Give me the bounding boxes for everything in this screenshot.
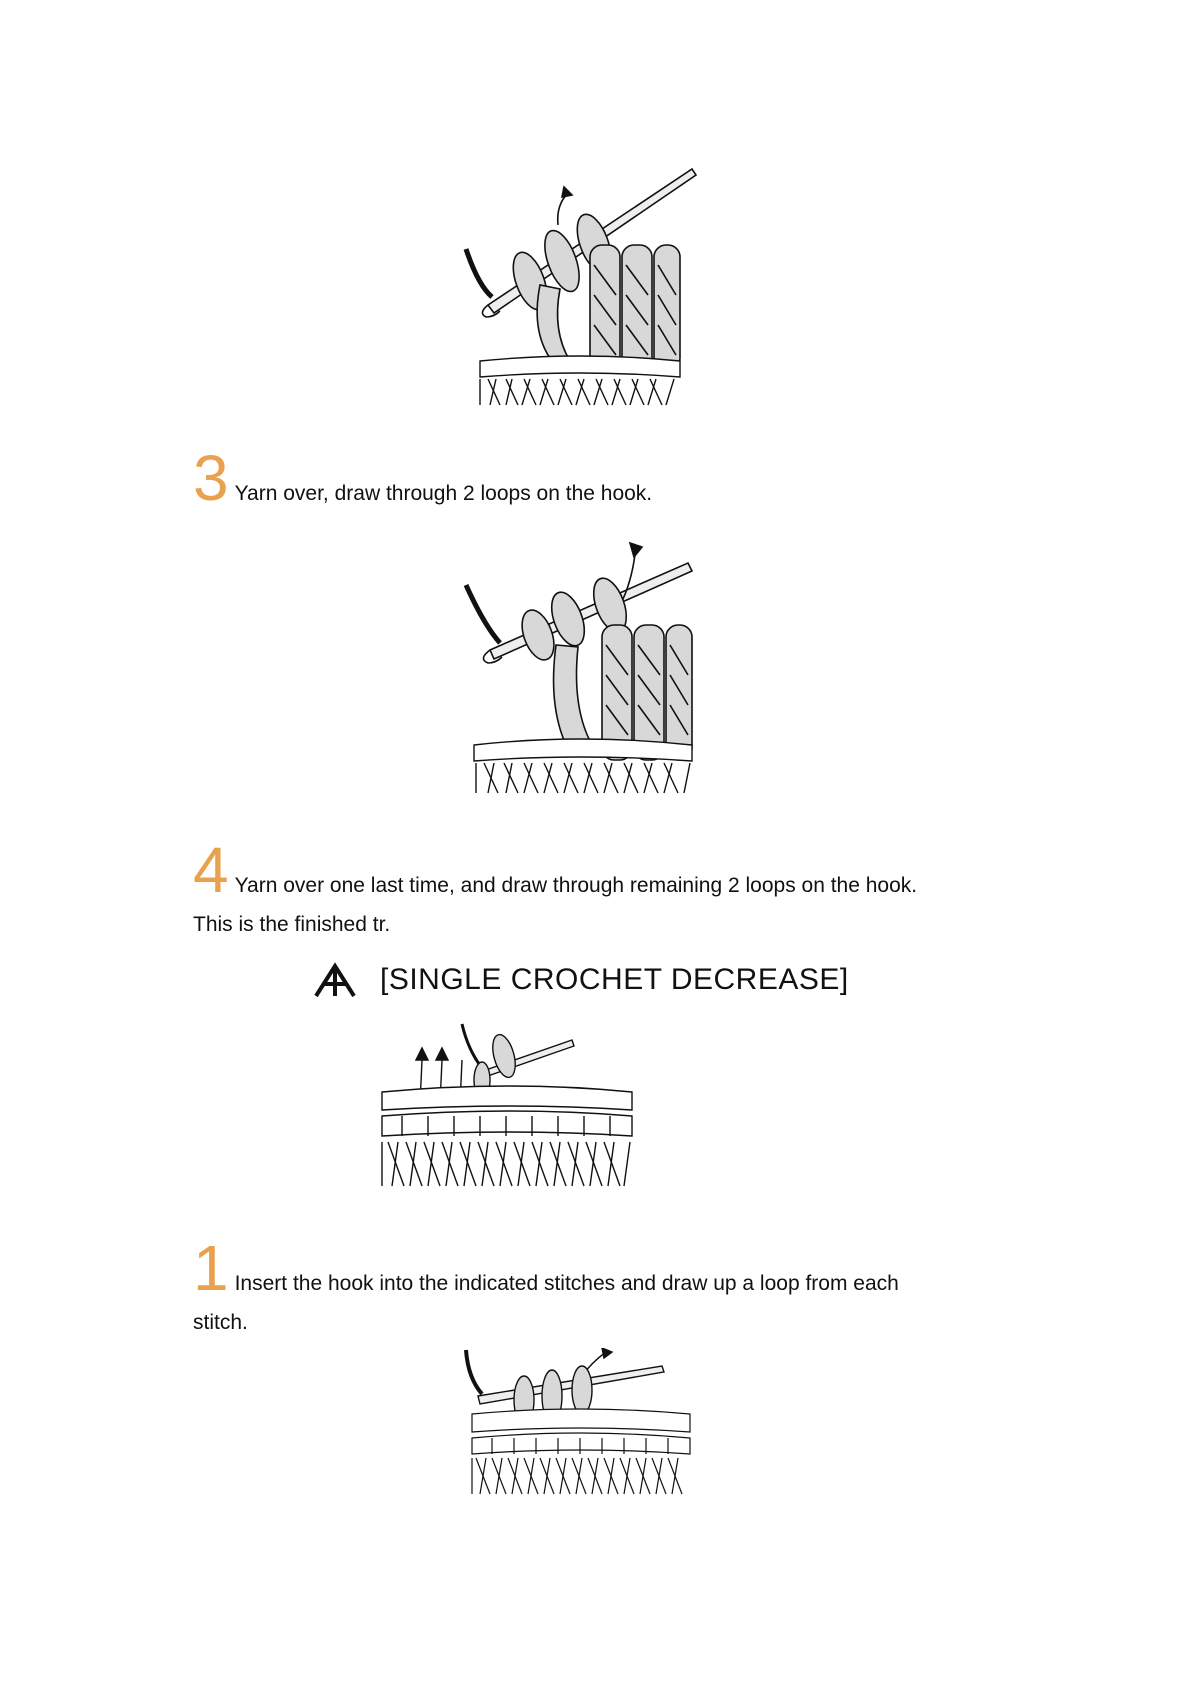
crochet-illustration-sc-decrease — [372, 1020, 642, 1192]
step-3 — [193, 442, 1013, 514]
sc2tog-symbol-icon — [312, 962, 358, 998]
section-header — [312, 962, 849, 998]
step-text: Yarn over, draw through 2 loops on the hook. — [234, 482, 653, 505]
section-title: [SINGLE CROCHET DECREASE] — [380, 963, 849, 996]
step-1 — [193, 1232, 1013, 1338]
step-4 — [193, 834, 1013, 940]
step-text: Insert the hook into the indicated stitches and draw up a loop from each — [234, 1272, 899, 1295]
step-text: Yarn over one last time, and draw through remaining 2 loops on the hook. — [234, 874, 918, 897]
crochet-illustration-step2 — [460, 165, 700, 410]
step-number: 1 — [193, 1232, 229, 1304]
step-number: 4 — [193, 834, 229, 906]
step-text-continued: stitch. — [193, 1311, 248, 1334]
crochet-illustration-sc-decrease-step1 — [462, 1348, 698, 1496]
step-text-continued: This is the finished tr. — [193, 913, 391, 936]
step-number: 3 — [193, 442, 229, 514]
crochet-illustration-step3 — [460, 535, 700, 800]
